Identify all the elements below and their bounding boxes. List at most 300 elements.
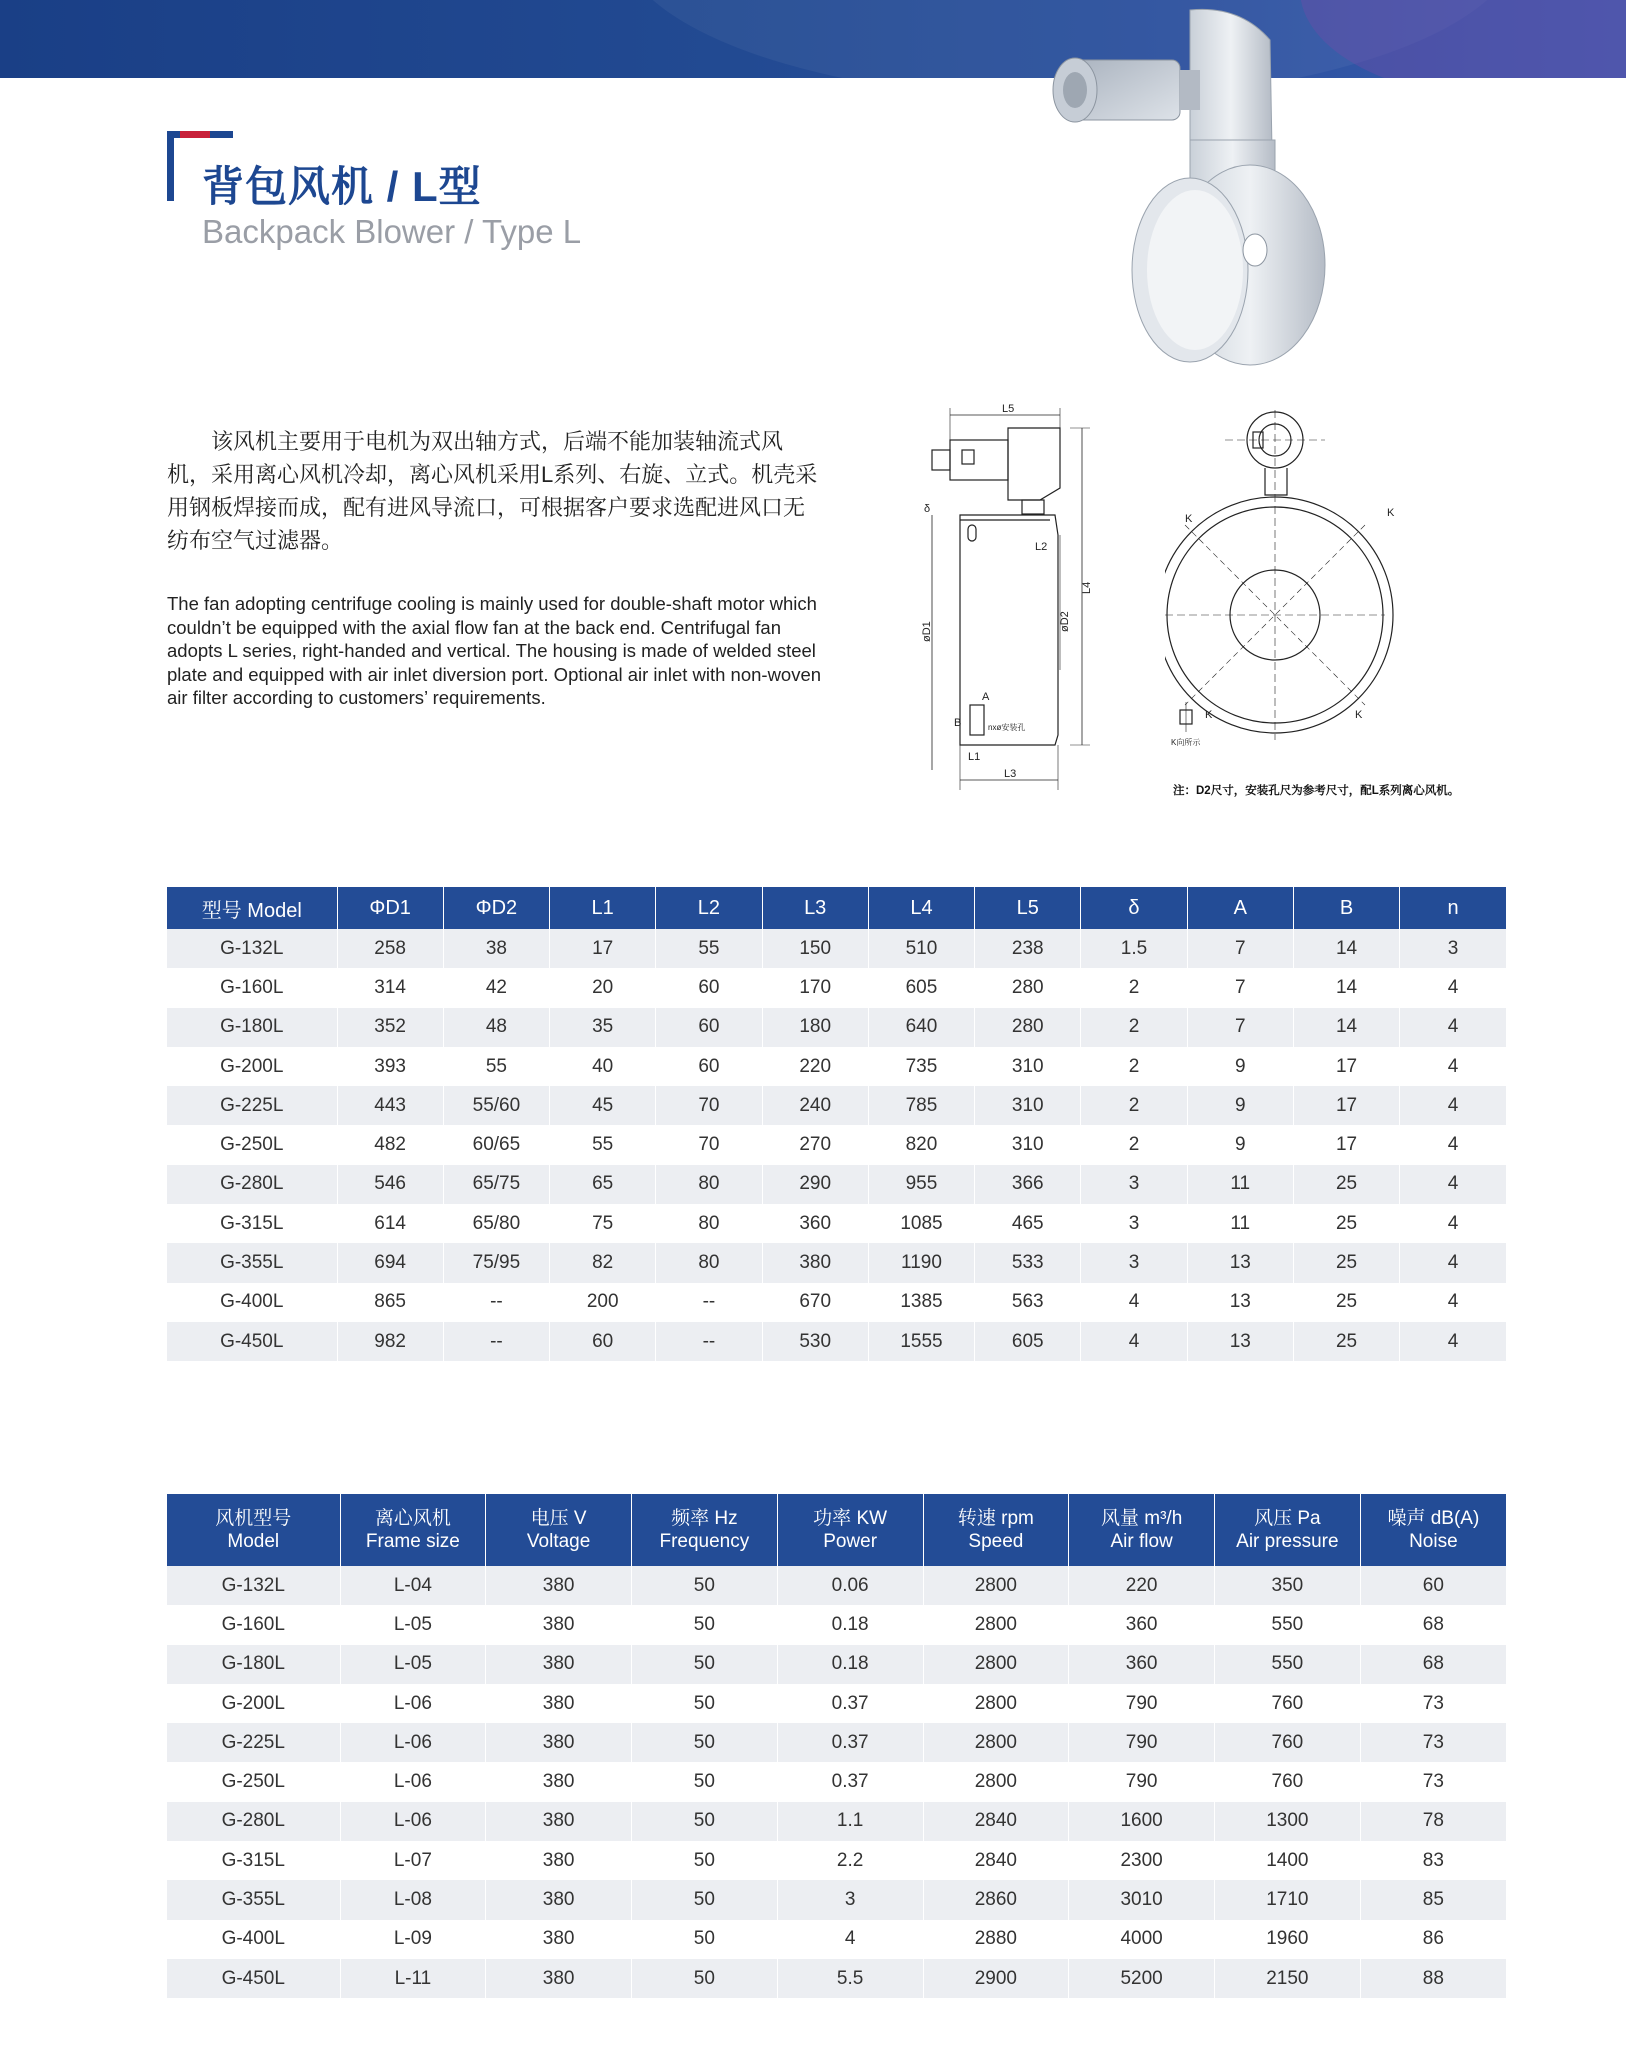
table-cell: 3 [1081, 1243, 1187, 1282]
table-cell: 9 [1187, 1047, 1293, 1086]
k-label-top-right: K [1387, 507, 1395, 519]
table-cell: 70 [656, 1086, 762, 1125]
table-cell: 220 [1069, 1566, 1215, 1605]
table-cell: 82 [550, 1243, 656, 1282]
table-cell: 60 [656, 1008, 762, 1047]
table-cell: L-05 [340, 1605, 486, 1644]
table-cell: -- [443, 1322, 549, 1361]
table-cell: 42 [443, 968, 549, 1007]
table-row [167, 1086, 1506, 1125]
table-cell: G-225L [167, 1086, 337, 1125]
table-cell: 310 [975, 1047, 1081, 1086]
table-cell: 88 [1360, 1959, 1506, 1998]
table-cell: 790 [1069, 1723, 1215, 1762]
header-label-cn: 功率 KW [813, 1508, 888, 1529]
table-cell: 55 [443, 1047, 549, 1086]
table-cell: 546 [337, 1165, 443, 1204]
dimensions-table-header [167, 887, 1506, 929]
table-cell: G-280L [167, 1802, 340, 1841]
table-cell: 2 [1081, 1047, 1187, 1086]
table-row [167, 1959, 1506, 1998]
table-cell: 614 [337, 1204, 443, 1243]
table-cell: 50 [632, 1645, 778, 1684]
dim-label-delta: δ [924, 503, 931, 515]
table-cell: 2 [1081, 1086, 1187, 1125]
table-cell: 4 [1400, 1047, 1506, 1086]
table-cell: 2800 [923, 1762, 1069, 1801]
header-label-en: Voltage [526, 1531, 591, 1552]
table-cell: 4 [777, 1920, 923, 1959]
table-cell: 25 [1293, 1204, 1399, 1243]
table-cell: 50 [632, 1684, 778, 1723]
performance-header-cell [1069, 1494, 1215, 1566]
dim-label-A: A [982, 691, 990, 703]
table-cell: 25 [1293, 1165, 1399, 1204]
table-cell: 150 [762, 929, 868, 968]
table-row [167, 1723, 1506, 1762]
table-cell: 50 [632, 1566, 778, 1605]
table-cell: L-04 [340, 1566, 486, 1605]
table-cell: 380 [486, 1880, 632, 1919]
table-cell: G-200L [167, 1047, 337, 1086]
table-cell: 4 [1400, 1322, 1506, 1361]
table-cell: 550 [1215, 1605, 1361, 1644]
table-cell: 2 [1081, 968, 1187, 1007]
table-cell: G-160L [167, 1605, 340, 1644]
dimensions-header-cell: B [1293, 887, 1399, 929]
table-cell: 4 [1400, 968, 1506, 1007]
table-cell: 4 [1081, 1322, 1187, 1361]
description-cn: 该风机主要用于电机为双出轴方式，后端不能加装轴流式风机，采用离心风机冷却，离心风机采用L系列、右旋、立式。机壳采用钢板焊接而成，配有进风导流口，可根据客户要求选配进风口无纺布空气过滤器。 [167, 429, 818, 553]
performance-header-cell [486, 1494, 632, 1566]
table-row [167, 1841, 1506, 1880]
header-label-en: Speed [968, 1531, 1024, 1552]
table-cell: 68 [1360, 1605, 1506, 1644]
table-cell: 25 [1293, 1322, 1399, 1361]
performance-header-cell [340, 1494, 486, 1566]
table-cell: 70 [656, 1125, 762, 1164]
table-cell: 13 [1187, 1283, 1293, 1322]
dimensions-header-cell: L3 [762, 887, 868, 929]
table-cell: G-450L [167, 1322, 337, 1361]
table-cell: 2880 [923, 1920, 1069, 1959]
table-row [167, 1322, 1506, 1361]
table-cell: G-355L [167, 1880, 340, 1919]
table-cell: 2840 [923, 1802, 1069, 1841]
table-cell: 510 [868, 929, 974, 968]
table-cell: 75/95 [443, 1243, 549, 1282]
table-cell: 68 [1360, 1645, 1506, 1684]
table-cell: 350 [1215, 1566, 1361, 1605]
table-cell: 3010 [1069, 1880, 1215, 1919]
header-label-cn: 风压 Pa [1254, 1508, 1321, 1529]
dimensions-header-cell: L1 [550, 887, 656, 929]
table-cell: G-315L [167, 1204, 337, 1243]
table-cell: 48 [443, 1008, 549, 1047]
table-cell: 670 [762, 1283, 868, 1322]
table-cell: 4 [1400, 1086, 1506, 1125]
table-cell: 605 [868, 968, 974, 1007]
dimensions-header-cell: δ [1081, 887, 1187, 929]
table-cell: 55 [656, 929, 762, 968]
table-cell: L-06 [340, 1762, 486, 1801]
dimensions-header-cell: L4 [868, 887, 974, 929]
dim-label-hole: nxø安装孔 [988, 723, 1026, 732]
table-cell: 4 [1400, 1165, 1506, 1204]
table-cell: 180 [762, 1008, 868, 1047]
table-cell: 50 [632, 1802, 778, 1841]
table-cell: L-11 [340, 1959, 486, 1998]
table-cell: 50 [632, 1723, 778, 1762]
dim-label-L2: L2 [1035, 541, 1048, 553]
table-cell: 258 [337, 929, 443, 968]
table-cell: 1555 [868, 1322, 974, 1361]
title-bracket-accent [180, 131, 210, 138]
table-cell: 50 [632, 1959, 778, 1998]
table-row [167, 1283, 1506, 1322]
table-cell: 238 [975, 929, 1081, 968]
table-cell: 1190 [868, 1243, 974, 1282]
table-cell: 694 [337, 1243, 443, 1282]
table-cell: 65/75 [443, 1165, 549, 1204]
dimensions-header-cell: n [1400, 887, 1506, 929]
table-cell: 380 [486, 1605, 632, 1644]
table-cell: 4 [1400, 1125, 1506, 1164]
table-cell: -- [443, 1283, 549, 1322]
table-cell: 270 [762, 1125, 868, 1164]
table-cell: 80 [656, 1165, 762, 1204]
header-label-cn: 转速 rpm [957, 1508, 1034, 1529]
table-cell: G-180L [167, 1645, 340, 1684]
table-cell: 360 [1069, 1645, 1215, 1684]
table-cell: 982 [337, 1322, 443, 1361]
table-cell: L-06 [340, 1684, 486, 1723]
table-cell: 65/80 [443, 1204, 549, 1243]
table-cell: 2300 [1069, 1841, 1215, 1880]
dimensions-header-cell: ΦD2 [443, 887, 549, 929]
table-cell: 2840 [923, 1841, 1069, 1880]
table-cell: 17 [1293, 1125, 1399, 1164]
dim-label-L1: L1 [968, 751, 981, 763]
table-cell: 530 [762, 1322, 868, 1361]
table-cell: 2800 [923, 1723, 1069, 1762]
table-cell: 4 [1400, 1243, 1506, 1282]
performance-header-cell [1360, 1494, 1506, 1566]
table-cell: 380 [486, 1723, 632, 1762]
table-cell: 310 [975, 1125, 1081, 1164]
table-cell: 380 [486, 1920, 632, 1959]
table-cell: 38 [443, 929, 549, 968]
dimensions-header-cell: ΦD1 [337, 887, 443, 929]
table-cell: 360 [762, 1204, 868, 1243]
table-cell: G-400L [167, 1920, 340, 1959]
table-cell: 2800 [923, 1566, 1069, 1605]
table-cell: 86 [1360, 1920, 1506, 1959]
header-label-en: Air flow [1110, 1531, 1173, 1552]
table-cell: 1385 [868, 1283, 974, 1322]
table-cell: 760 [1215, 1762, 1361, 1801]
table-cell: 865 [337, 1283, 443, 1322]
drawing-note: 注：D2尺寸，安装孔尺为参考尺寸，配L系列离心风机。 [1173, 785, 1460, 797]
table-cell: 280 [975, 1008, 1081, 1047]
header-label-en: Model [227, 1531, 280, 1552]
table-cell: 760 [1215, 1723, 1361, 1762]
table-cell: 2 [1081, 1008, 1187, 1047]
table-cell: 0.18 [777, 1605, 923, 1644]
table-cell: 2900 [923, 1959, 1069, 1998]
table-cell: 14 [1293, 1008, 1399, 1047]
table-row [167, 1684, 1506, 1723]
table-cell: 9 [1187, 1125, 1293, 1164]
table-cell: 7 [1187, 929, 1293, 968]
dim-label-D1: øD1 [921, 621, 933, 642]
table-cell: 360 [1069, 1605, 1215, 1644]
table-cell: 50 [632, 1920, 778, 1959]
table-cell: G-250L [167, 1762, 340, 1801]
table-cell: 25 [1293, 1283, 1399, 1322]
k-view-label: K向所示 [1171, 738, 1201, 747]
table-cell: 50 [632, 1605, 778, 1644]
table-cell: 5.5 [777, 1959, 923, 1998]
dimensions-table [167, 887, 1506, 1361]
table-cell: G-280L [167, 1165, 337, 1204]
table-cell: 45 [550, 1086, 656, 1125]
table-cell: 280 [975, 968, 1081, 1007]
table-cell: 785 [868, 1086, 974, 1125]
table-cell: 380 [486, 1566, 632, 1605]
table-cell: 2800 [923, 1645, 1069, 1684]
table-row [167, 1645, 1506, 1684]
table-cell: 533 [975, 1243, 1081, 1282]
table-cell: 393 [337, 1047, 443, 1086]
table-cell: 4 [1400, 1283, 1506, 1322]
table-row [167, 1762, 1506, 1801]
table-cell: 65 [550, 1165, 656, 1204]
table-row [167, 1605, 1506, 1644]
performance-header-cell [777, 1494, 923, 1566]
table-row [167, 929, 1506, 968]
table-cell: 3 [1400, 929, 1506, 968]
table-cell: G-200L [167, 1684, 340, 1723]
table-cell: -- [656, 1283, 762, 1322]
table-cell: 3 [777, 1880, 923, 1919]
table-cell: 2.2 [777, 1841, 923, 1880]
table-cell: 760 [1215, 1684, 1361, 1723]
performance-header-cell [1215, 1494, 1361, 1566]
table-cell: 1400 [1215, 1841, 1361, 1880]
table-cell: 170 [762, 968, 868, 1007]
dimensions-header-cell: A [1187, 887, 1293, 929]
table-cell: 25 [1293, 1243, 1399, 1282]
header-label-cn: 噪声 dB(A) [1387, 1508, 1480, 1529]
table-cell: 3 [1081, 1204, 1187, 1243]
table-cell: G-132L [167, 929, 337, 968]
dimensions-header-cell: L5 [975, 887, 1081, 929]
table-cell: 200 [550, 1283, 656, 1322]
header-label-en: Frequency [659, 1531, 750, 1552]
top-banner [0, 0, 1626, 78]
table-row [167, 968, 1506, 1007]
table-cell: 9 [1187, 1086, 1293, 1125]
table-cell: L-06 [340, 1802, 486, 1841]
performance-table-header [167, 1494, 1506, 1566]
table-cell: 13 [1187, 1322, 1293, 1361]
table-cell: 2800 [923, 1605, 1069, 1644]
table-row [167, 1802, 1506, 1841]
table-cell: 13 [1187, 1243, 1293, 1282]
table-cell: L-05 [340, 1645, 486, 1684]
table-cell: L-07 [340, 1841, 486, 1880]
header-label-cn: 风机型号 [215, 1508, 292, 1529]
table-cell: 380 [486, 1645, 632, 1684]
table-cell: 2800 [923, 1684, 1069, 1723]
table-cell: 380 [486, 1959, 632, 1998]
table-cell: 73 [1360, 1762, 1506, 1801]
table-cell: 1.1 [777, 1802, 923, 1841]
table-cell: 955 [868, 1165, 974, 1204]
table-cell: 735 [868, 1047, 974, 1086]
table-cell: 83 [1360, 1841, 1506, 1880]
table-cell: G-132L [167, 1566, 340, 1605]
performance-table [167, 1494, 1506, 1998]
table-cell: G-160L [167, 968, 337, 1007]
table-cell: 11 [1187, 1204, 1293, 1243]
table-row [167, 1920, 1506, 1959]
table-cell: 1960 [1215, 1920, 1361, 1959]
table-cell: 2860 [923, 1880, 1069, 1919]
description-en: The fan adopting centrifuge cooling is mainly used for double-shaft motor which couldn’t be equipped with the axial flow fan at the back end. Centrifugal fan adopts L series, right-handed and vertical. The housing is made of welded steel plate and equipped with air inlet diversion port. Optional air inlet with non-woven air filter according to customers’ requirements. [167, 593, 822, 708]
table-cell: 0.37 [777, 1723, 923, 1762]
table-cell: 380 [762, 1243, 868, 1282]
table-cell: 2 [1081, 1125, 1187, 1164]
table-cell: -- [656, 1322, 762, 1361]
dimensions-header-cell: L2 [656, 887, 762, 929]
table-cell: G-225L [167, 1723, 340, 1762]
table-cell: 14 [1293, 929, 1399, 968]
table-cell: 55 [550, 1125, 656, 1164]
table-cell: 1300 [1215, 1802, 1361, 1841]
table-cell: 820 [868, 1125, 974, 1164]
table-cell: 50 [632, 1841, 778, 1880]
dim-label-L5: L5 [1002, 403, 1015, 415]
table-cell: 1085 [868, 1204, 974, 1243]
banner-arc-accent [1300, 0, 1626, 78]
k-label-top-left: K [1185, 513, 1193, 525]
table-cell: G-250L [167, 1125, 337, 1164]
table-row [167, 1165, 1506, 1204]
table-cell: 380 [486, 1802, 632, 1841]
table-cell: 314 [337, 968, 443, 1007]
table-row [167, 1125, 1506, 1164]
table-cell: 78 [1360, 1802, 1506, 1841]
header-label-en: Power [823, 1531, 878, 1552]
table-cell: G-315L [167, 1841, 340, 1880]
table-cell: 17 [1293, 1086, 1399, 1125]
table-row [167, 1566, 1506, 1605]
table-cell: 310 [975, 1086, 1081, 1125]
table-cell: G-180L [167, 1008, 337, 1047]
table-cell: L-09 [340, 1920, 486, 1959]
table-cell: 790 [1069, 1684, 1215, 1723]
table-cell: 380 [486, 1684, 632, 1723]
table-cell: 75 [550, 1204, 656, 1243]
table-cell: 4000 [1069, 1920, 1215, 1959]
table-cell: 605 [975, 1322, 1081, 1361]
table-cell: 0.06 [777, 1566, 923, 1605]
table-cell: 80 [656, 1243, 762, 1282]
table-cell: G-400L [167, 1283, 337, 1322]
table-cell: 366 [975, 1165, 1081, 1204]
table-cell: 60/65 [443, 1125, 549, 1164]
performance-header-cell [923, 1494, 1069, 1566]
table-cell: 2150 [1215, 1959, 1361, 1998]
table-cell: 50 [632, 1762, 778, 1801]
table-cell: 352 [337, 1008, 443, 1047]
table-cell: 60 [656, 1047, 762, 1086]
table-cell: L-08 [340, 1880, 486, 1919]
performance-header-cell [167, 1494, 340, 1566]
table-cell: 7 [1187, 1008, 1293, 1047]
table-cell: 4 [1081, 1283, 1187, 1322]
table-cell: 640 [868, 1008, 974, 1047]
table-cell: 17 [1293, 1047, 1399, 1086]
table-cell: 0.37 [777, 1684, 923, 1723]
table-cell: 443 [337, 1086, 443, 1125]
table-cell: 4 [1400, 1204, 1506, 1243]
table-cell: 380 [486, 1841, 632, 1880]
table-cell: 60 [550, 1322, 656, 1361]
header-label-en: Frame size [365, 1531, 460, 1552]
header-label-en: Air pressure [1236, 1531, 1339, 1552]
table-cell: G-355L [167, 1243, 337, 1282]
table-cell: 3 [1081, 1165, 1187, 1204]
table-cell: 790 [1069, 1762, 1215, 1801]
table-cell: 1600 [1069, 1802, 1215, 1841]
page-title-en: Backpack Blower / Type L [202, 213, 582, 250]
dim-label-L3: L3 [1004, 768, 1017, 780]
table-cell: 60 [1360, 1566, 1506, 1605]
blower-product-image [1040, 0, 1340, 385]
table-row [167, 1204, 1506, 1243]
page-title-cn: 背包风机 / L型 [202, 163, 482, 210]
header-label-cn: 风量 m³/h [1100, 1508, 1183, 1529]
table-cell: 0.37 [777, 1762, 923, 1801]
dim-label-L4: L4 [1081, 581, 1093, 594]
table-cell: 35 [550, 1008, 656, 1047]
table-row [167, 1243, 1506, 1282]
table-cell: 290 [762, 1165, 868, 1204]
table-cell: 550 [1215, 1645, 1361, 1684]
table-cell: 50 [632, 1880, 778, 1919]
header-label-cn: 离心风机 [374, 1508, 451, 1529]
table-cell: 20 [550, 968, 656, 1007]
header-label-cn: 电压 V [530, 1508, 587, 1529]
table-cell: 73 [1360, 1684, 1506, 1723]
table-cell: 7 [1187, 968, 1293, 1007]
header-label-en: Noise [1409, 1531, 1458, 1552]
table-cell: L-06 [340, 1723, 486, 1762]
table-row [167, 1880, 1506, 1919]
table-cell: 482 [337, 1125, 443, 1164]
table-row [167, 1047, 1506, 1086]
table-cell: 40 [550, 1047, 656, 1086]
dim-label-D2: øD2 [1059, 611, 1071, 632]
k-label-bottom-right: K [1355, 709, 1363, 721]
table-cell: 60 [656, 968, 762, 1007]
side-view-drawing [910, 400, 1140, 800]
table-cell: 240 [762, 1086, 868, 1125]
dim-label-B: B [954, 717, 962, 729]
